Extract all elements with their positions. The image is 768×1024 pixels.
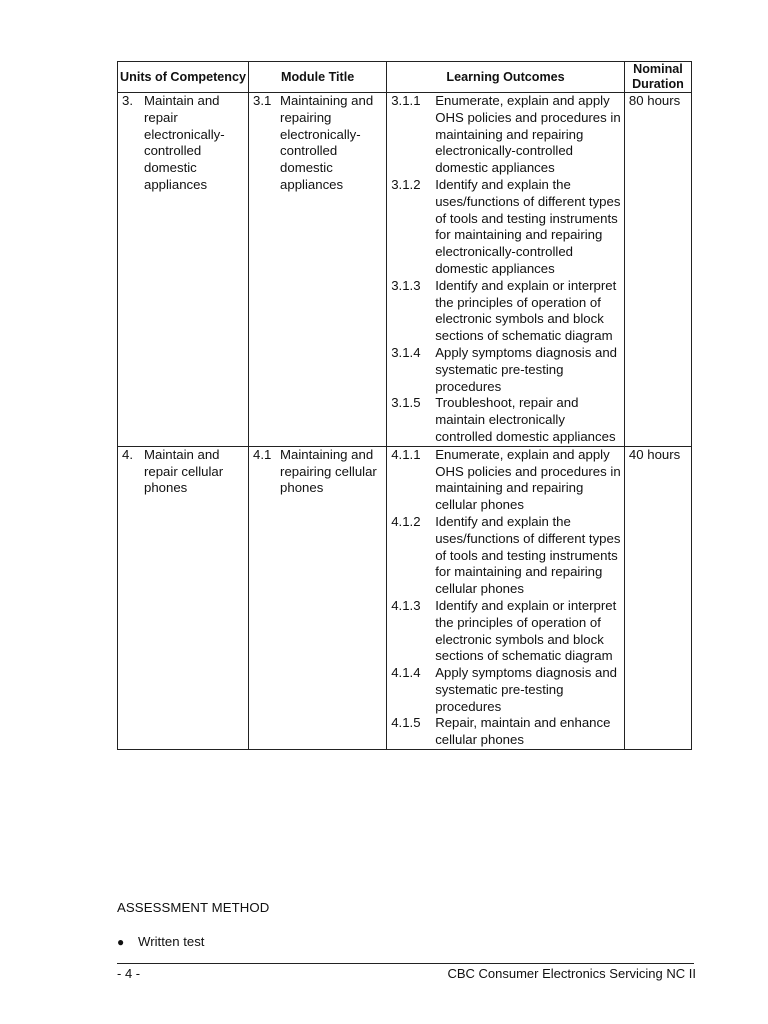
page-number: - 4 - (117, 966, 141, 981)
outcome-item (391, 447, 622, 514)
duration-cell: 80 hours (624, 93, 691, 447)
outcome-text: Repair, maintain and enhance cellular phones (435, 715, 611, 748)
header-module-title: Module Title (249, 62, 387, 93)
outcome-number: 3.1.1 (391, 93, 421, 108)
assessment-bullet-text: Written test (138, 934, 205, 949)
unit-number: 3. (122, 93, 133, 108)
outcome-item (391, 278, 622, 345)
header-units-of-competency: Units of Competency (118, 62, 249, 93)
footer-divider (117, 963, 694, 964)
outcome-item (391, 715, 622, 749)
assessment-bullet-item (117, 934, 204, 949)
unit-cell (118, 93, 249, 447)
unit-number: 4. (122, 446, 133, 462)
outcome-number: 4.1.5 (391, 715, 421, 731)
outcome-number: 3.1.4 (391, 344, 421, 360)
curriculum-table (117, 61, 692, 750)
outcomes-cell (387, 446, 625, 749)
outcome-text: Enumerate, explain and apply OHS policies and procedures in maintaining and repairing electronically-controlled domestic appliances (435, 93, 621, 176)
outcomes-cell (387, 93, 625, 447)
table-row (118, 93, 692, 447)
outcome-item (391, 665, 622, 715)
outcome-item (391, 395, 622, 445)
outcome-text: Identify and explain or interpret the principles of operation of electronic symbols and block sections of schematic diagram (435, 597, 617, 664)
outcome-number: 3.1.5 (391, 395, 421, 411)
outcome-text: Apply symptoms diagnosis and systematic pre-testing procedures (435, 344, 617, 394)
bullet-icon: ● (117, 934, 125, 949)
module-text: Maintaining and repairing cellular phones (280, 446, 377, 496)
outcome-item (391, 598, 622, 665)
outcome-number: 4.1.2 (391, 513, 421, 529)
outcome-text: Enumerate, explain and apply OHS policies and procedures in maintaining and repairing cellular phones (435, 446, 621, 513)
outcome-number: 4.1.1 (391, 446, 421, 462)
table-row (118, 446, 692, 749)
assessment-method-heading: ASSESSMENT METHOD (117, 900, 270, 915)
module-cell (249, 93, 387, 447)
outcome-number: 3.1.2 (391, 176, 421, 192)
outcome-item (391, 93, 622, 177)
outcome-number: 3.1.3 (391, 277, 421, 293)
outcomes-list (391, 447, 622, 749)
module-number: 3.1 (253, 93, 272, 108)
unit-cell (118, 446, 249, 749)
outcome-item (391, 177, 622, 278)
table-header-row (118, 62, 692, 93)
outcome-text: Apply symptoms diagnosis and systematic pre-testing procedures (435, 665, 617, 714)
outcome-item (391, 345, 622, 395)
module-text: Maintaining and repairing electronically-controlled domestic appliances (280, 93, 374, 192)
outcome-text: Identify and explain or interpret the principles of operation of electronic symbols and block sections of schematic diagram (435, 277, 617, 344)
outcome-text: Identify and explain the uses/functions of different types of tools and testing instruments for maintaining and repairing electronically-controlled domestic appliances (435, 176, 621, 276)
unit-text: Maintain and repair cellular phones (144, 446, 224, 496)
outcomes-list (391, 93, 622, 446)
header-learning-outcomes: Learning Outcomes (387, 62, 625, 93)
duration-cell: 40 hours (624, 446, 691, 749)
module-cell (249, 446, 387, 749)
header-nominal-duration: Nominal Duration (624, 62, 691, 93)
unit-text: Maintain and repair electronically-controlled domestic appliances (144, 93, 225, 192)
outcome-number: 4.1.4 (391, 665, 421, 681)
module-number: 4.1 (253, 446, 272, 462)
outcome-text: Troubleshoot, repair and maintain electronically controlled domestic appliances (435, 395, 616, 444)
outcome-number: 4.1.3 (391, 597, 421, 613)
outcome-text: Identify and explain the uses/functions of different types of tools and testing instruments for maintaining and repairing cellular phones (435, 513, 621, 597)
outcome-item (391, 514, 622, 598)
footer-document-title: CBC Consumer Electronics Servicing NC II (447, 966, 696, 981)
